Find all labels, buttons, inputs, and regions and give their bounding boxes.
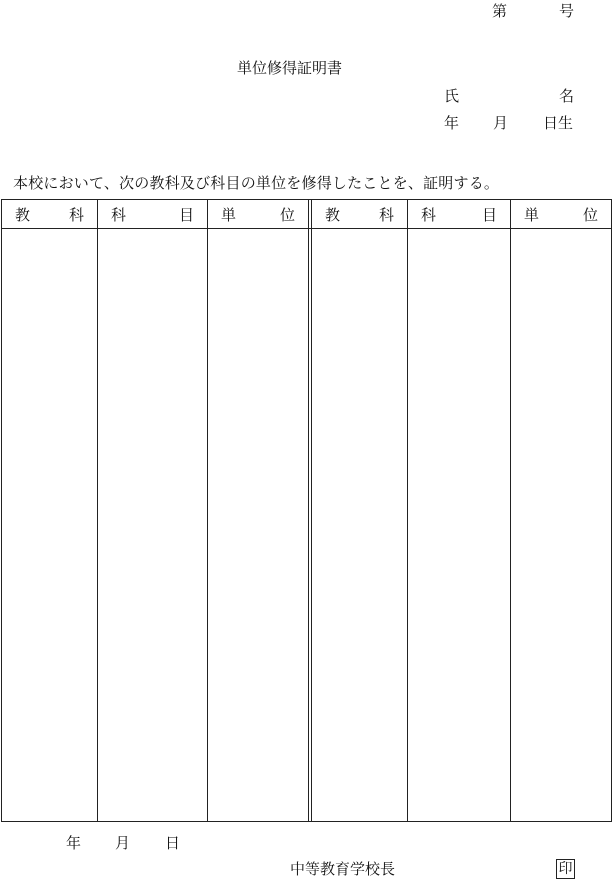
header-char: 教: [15, 205, 31, 224]
header-char: 単: [524, 205, 540, 224]
birth-month-label: 月: [493, 114, 509, 132]
header-cell-subject-area: [312, 200, 407, 228]
header-cell-course: [408, 200, 510, 228]
name-label-first: 氏: [444, 87, 460, 105]
certificate-number-suffix: 号: [559, 2, 575, 20]
birth-day-label: 日生: [543, 114, 574, 132]
header-char: 科: [68, 205, 84, 224]
header-char: 科: [378, 205, 394, 224]
certificate-number-prefix: 第: [492, 2, 508, 20]
header-char: 科: [111, 205, 127, 224]
principal-title: 中等教育学校長: [290, 860, 396, 878]
header-char: 目: [178, 205, 194, 224]
header-char: 教: [325, 205, 341, 224]
header-cell-course: [98, 200, 207, 228]
certification-statement: 本校において、次の教科及び科目の単位を修得したことを、証明する。: [13, 174, 500, 192]
center-double-divider: [311, 200, 312, 821]
header-cell-credits: [511, 200, 611, 228]
header-char: 科: [421, 205, 437, 224]
issue-day-label: 日: [165, 834, 181, 852]
document-title: 単位修得証明書: [237, 59, 343, 77]
header-char: 位: [582, 205, 598, 224]
issue-month-label: 月: [115, 834, 131, 852]
header-cell-credits: [208, 200, 308, 228]
header-char: 位: [279, 205, 295, 224]
column-divider: [407, 200, 408, 821]
credits-table: [1, 199, 612, 822]
seal-mark: 印: [556, 859, 575, 879]
center-double-divider: [308, 200, 309, 821]
header-char: 単: [221, 205, 237, 224]
header-cell-subject-area: [2, 200, 97, 228]
column-divider: [97, 200, 98, 821]
name-label-second: 名: [559, 87, 575, 105]
issue-year-label: 年: [66, 834, 82, 852]
table-header-divider: [2, 228, 611, 229]
column-divider: [510, 200, 511, 821]
column-divider: [207, 200, 208, 821]
header-char: 目: [481, 205, 497, 224]
birth-year-label: 年: [444, 114, 460, 132]
